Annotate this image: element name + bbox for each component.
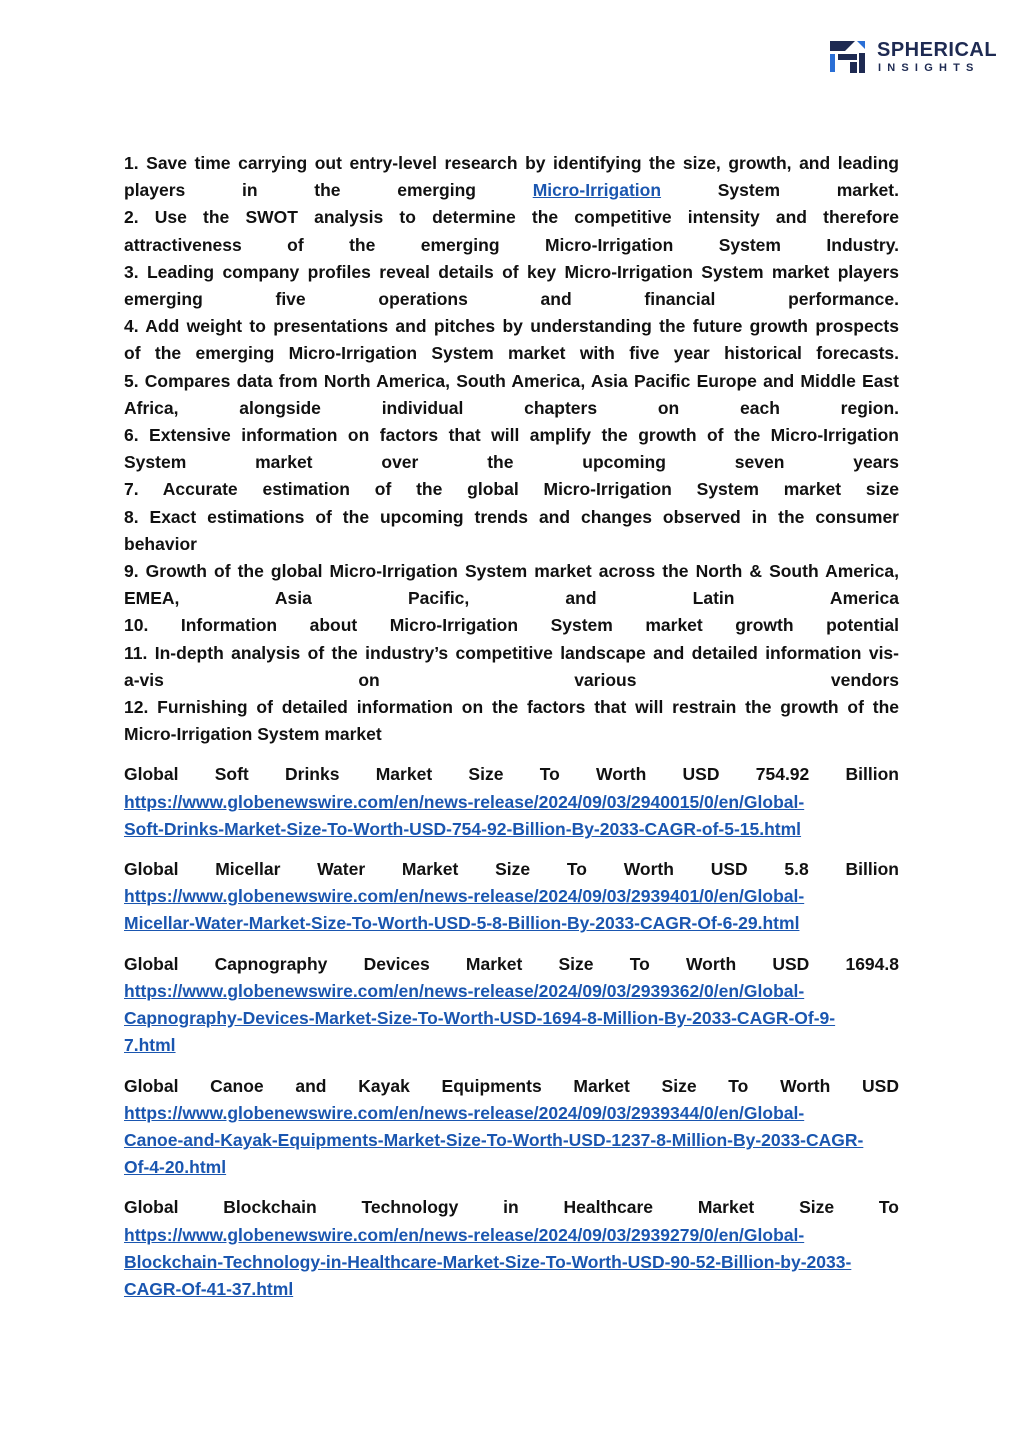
item-3-line-1: 3. Leading company profiles reveal details of key Micro-Irrigation System market players [124, 261, 899, 282]
item-8-line-1: 8. Exact estimations of the upcoming trends and changes observed in the consumer [124, 506, 899, 527]
word: emerging [397, 180, 476, 201]
word: in [242, 180, 258, 201]
reference-url-line[interactable]: CAGR-Of-41-37.html [124, 1278, 294, 1299]
reference-title: Global Capnography Devices Market Size To Worth USD 1694.8 [124, 953, 899, 974]
reference-canoe-kayak [124, 1073, 899, 1182]
item-12-line-1: 12. Furnishing of detailed information on the factors that will restrain the growth of the [124, 697, 899, 718]
reference-url-line[interactable]: https://www.globenewswire.com/en/news-release/2024/09/03/2939401/0/en/Global- [124, 886, 805, 907]
item-3-line-2: emerging five operations and financial performance. [124, 289, 899, 310]
spherical-insights-logo [829, 39, 998, 75]
reference-url-line[interactable]: Capnography-Devices-Market-Size-To-Worth-USD-1694-8-Million-By-2033-CAGR-Of-9- [124, 1008, 836, 1029]
item-8-line-2: behavior [124, 533, 197, 554]
word: market. [836, 180, 899, 201]
reference-url-line[interactable]: https://www.globenewswire.com/en/news-release/2024/09/03/2939362/0/en/Global- [124, 980, 805, 1001]
word: the [314, 180, 341, 201]
item-5-line-1: 5. Compares data from North America, South America, Asia Pacific Europe and Middle East [124, 370, 899, 391]
item-6-line-2: System market over the upcoming seven years [124, 452, 899, 473]
reference-url-line[interactable]: Of-4-20.html [124, 1157, 227, 1178]
word: players [124, 180, 186, 201]
reference-title: Global Micellar Water Market Size To Worth USD 5.8 Billion [124, 859, 899, 880]
item-1-line-1: 1. Save time carrying out entry-level research by identifying the size, growth, and leading [124, 153, 899, 173]
reference-blockchain-healthcare [124, 1194, 899, 1303]
micro-irrigation-link[interactable]: Micro-Irrigation [532, 180, 662, 201]
document-body [124, 150, 899, 1303]
reference-title: Global Soft Drinks Market Size To Worth USD 754.92 Billion [124, 764, 899, 785]
item-2-line-1: 2. Use the SWOT analysis to determine the competitive intensity and therefore [124, 207, 899, 228]
reference-soft-drinks [124, 761, 899, 843]
brand-name: SPHERICAL [877, 39, 998, 61]
item-11-line-1: 11. In-depth analysis of the industry’s competitive landscape and detailed information vis- [124, 642, 899, 663]
benefits-list [124, 150, 899, 748]
reference-url-line[interactable]: Canoe-and-Kayak-Equipments-Market-Size-To-Worth-USD-1237-8-Million-By-2033-CAGR- [124, 1129, 864, 1150]
reference-url-line[interactable]: Soft-Drinks-Market-Size-To-Worth-USD-754-92-Billion-By-2033-CAGR-of-5-15.html [124, 818, 802, 839]
brand-tagline: INSIGHTS [878, 62, 980, 74]
item-4-line-1: 4. Add weight to presentations and pitches by understanding the future growth prospects [124, 316, 899, 337]
item-11-line-2: a-vis on various vendors [124, 669, 899, 690]
reference-capnography [124, 951, 899, 1060]
item-6-line-1: 6. Extensive information on factors that will amplify the growth of the Micro-Irrigation [124, 425, 899, 446]
reference-url-line[interactable]: Micellar-Water-Market-Size-To-Worth-USD-5-8-Billion-By-2033-CAGR-Of-6-29.html [124, 913, 800, 934]
reference-title: Global Canoe and Kayak Equipments Market Size To Worth USD [124, 1075, 899, 1096]
reference-url-line[interactable]: https://www.globenewswire.com/en/news-release/2024/09/03/2939279/0/en/Global- [124, 1224, 805, 1245]
item-9-line-2: EMEA, Asia Pacific, and Latin America [124, 588, 899, 609]
item-9-line-1: 9. Growth of the global Micro-Irrigation System market across the North & South America, [124, 561, 899, 582]
item-7-line-1: 7. Accurate estimation of the global Micro-Irrigation System market size [124, 479, 899, 500]
reference-title: Global Blockchain Technology in Healthcare Market Size To [124, 1197, 899, 1218]
item-2-line-2: attractiveness of the emerging Micro-Irrigation System Industry. [124, 234, 899, 255]
reference-url-line[interactable]: https://www.globenewswire.com/en/news-release/2024/09/03/2940015/0/en/Global- [124, 791, 805, 812]
item-4-line-2: of the emerging Micro-Irrigation System market with five year historical forecasts. [124, 343, 899, 364]
item-1-line-2 [124, 177, 899, 204]
reference-url-line[interactable]: Blockchain-Technology-in-Healthcare-Market-Size-To-Worth-USD-90-52-Billion-by-2033- [124, 1251, 852, 1272]
logo-mark-icon [829, 39, 867, 75]
word: System [717, 180, 781, 201]
reference-url-line[interactable]: https://www.globenewswire.com/en/news-release/2024/09/03/2939344/0/en/Global- [124, 1102, 805, 1123]
item-10-line-1: 10. Information about Micro-Irrigation System market growth potential [124, 615, 899, 636]
reference-micellar-water [124, 856, 899, 938]
item-5-line-2: Africa, alongside individual chapters on each region. [124, 397, 899, 418]
item-12-line-2: Micro-Irrigation System market [124, 724, 382, 745]
reference-url-line[interactable]: 7.html [124, 1035, 176, 1056]
